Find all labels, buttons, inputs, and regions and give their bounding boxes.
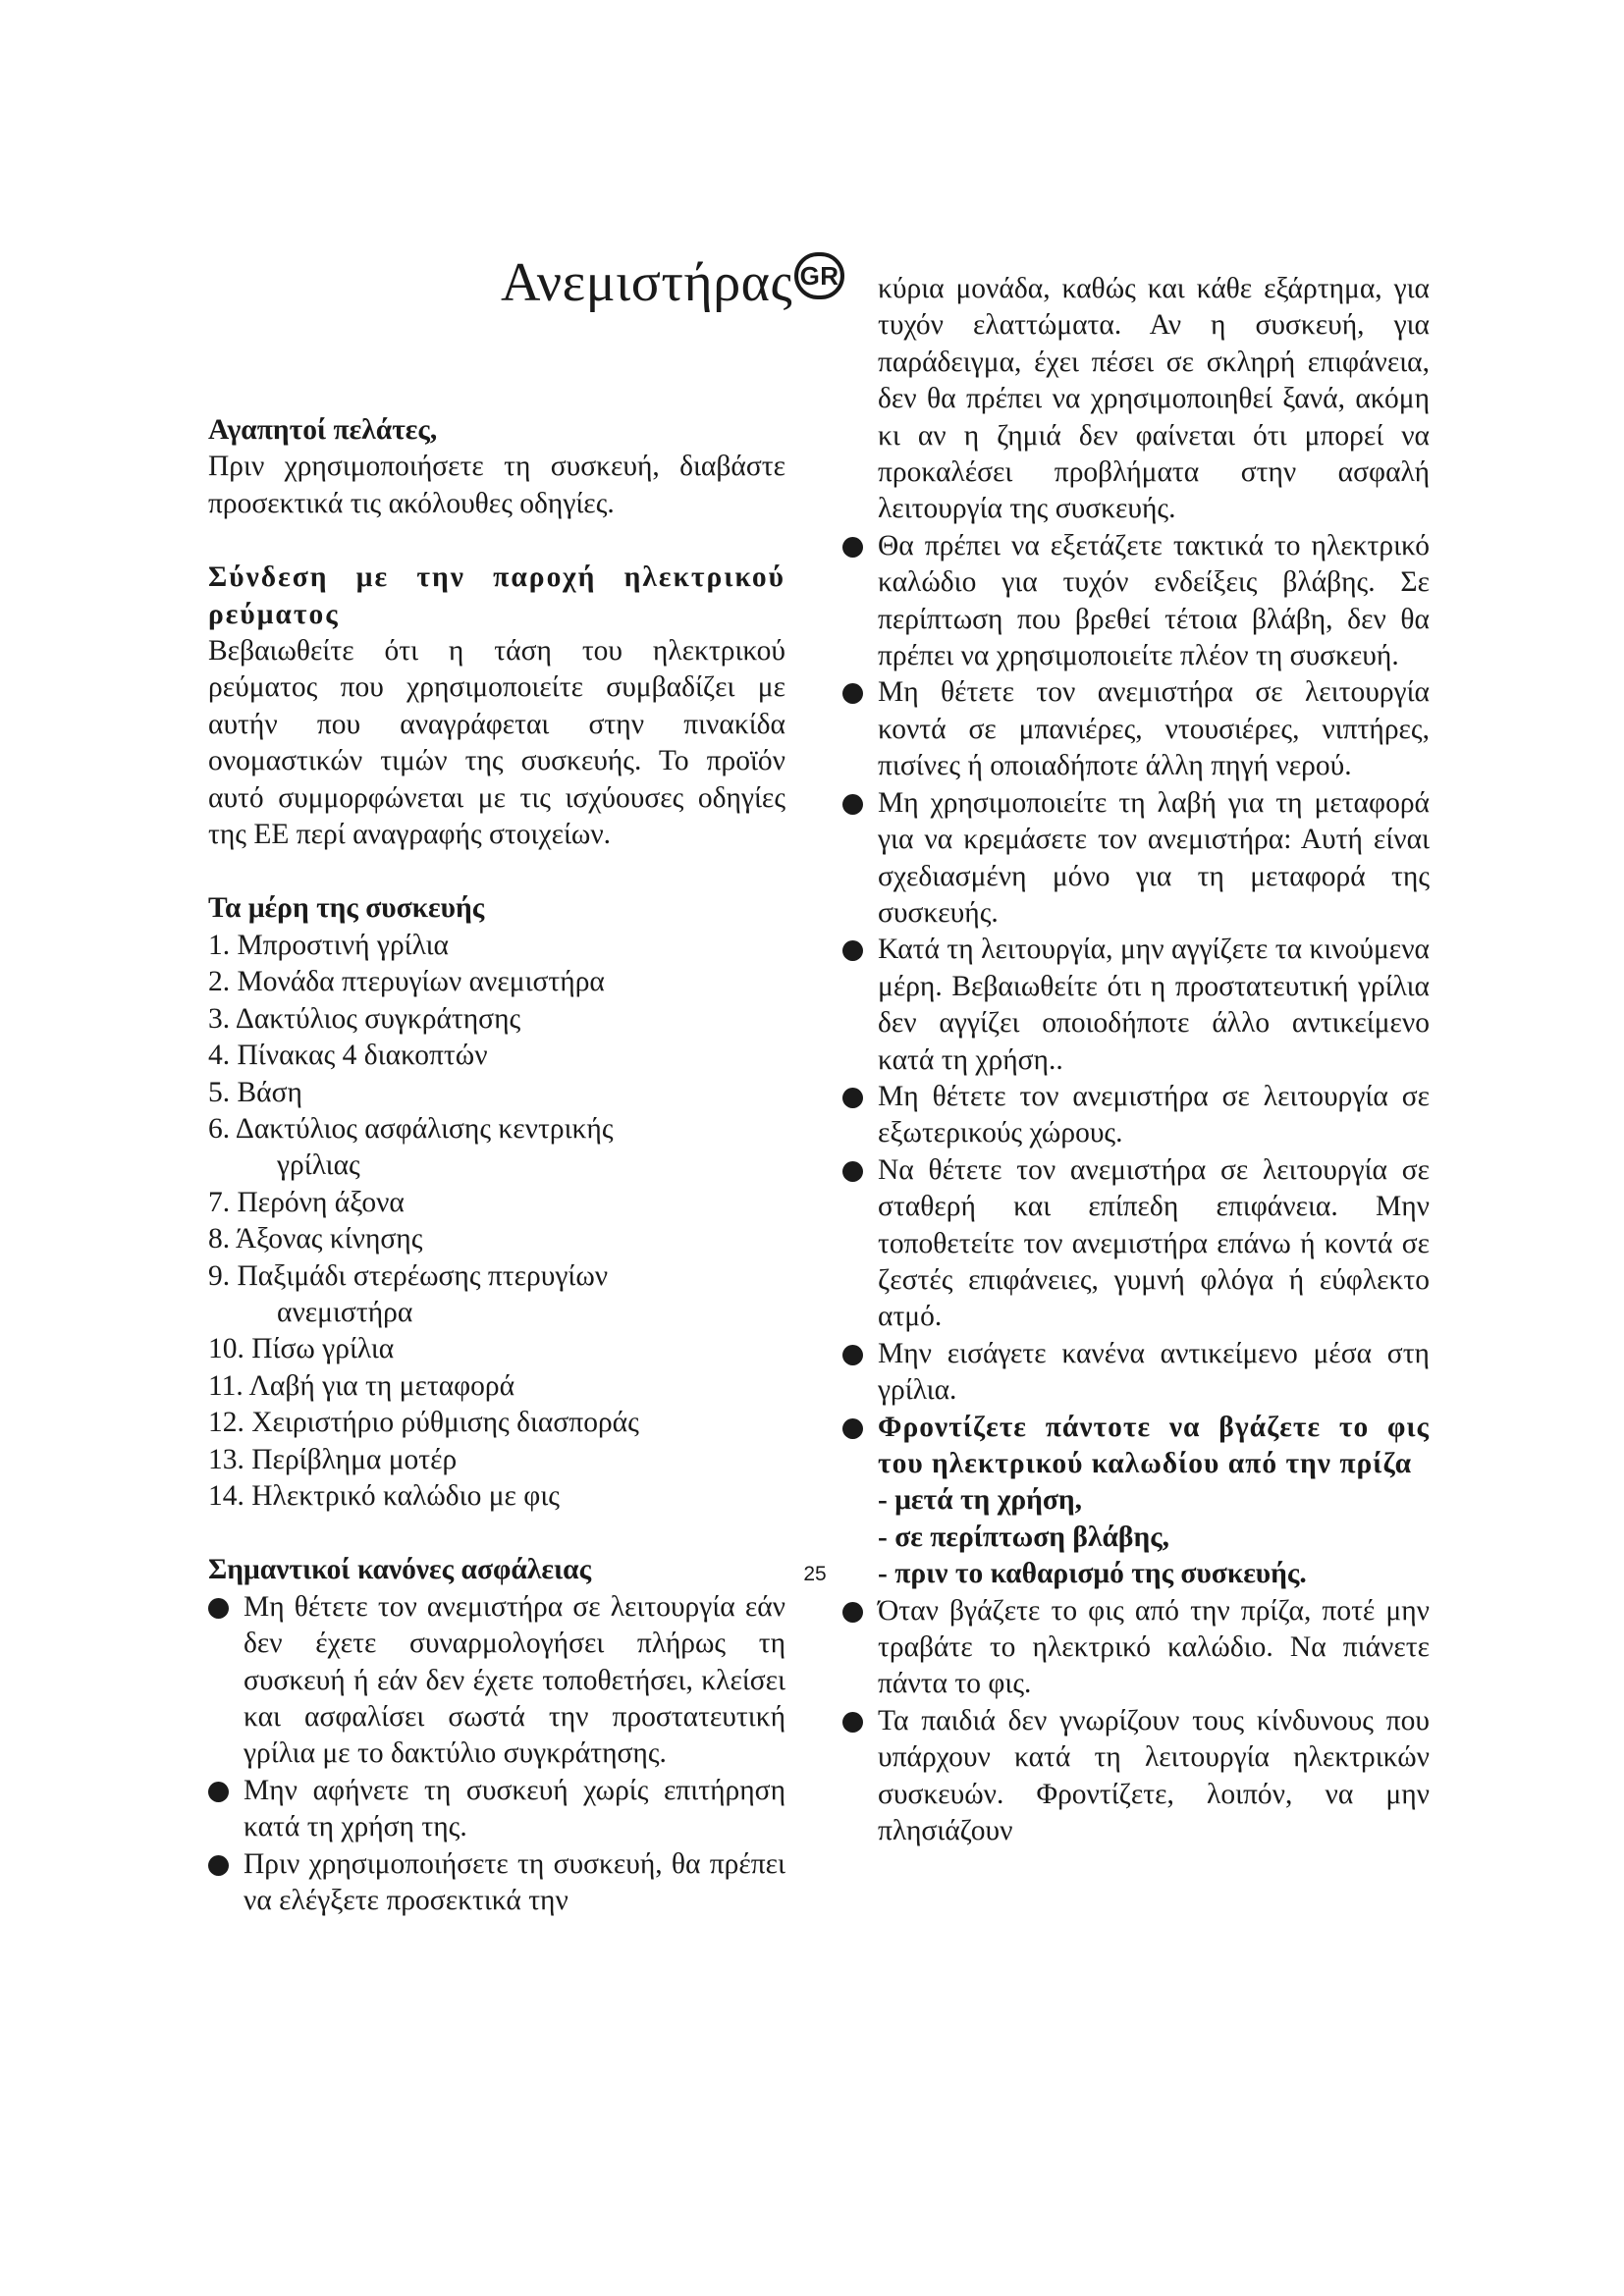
page-title-text: Ανεμιστήρας (501, 252, 793, 313)
bullet-text: Μην εισάγετε κανένα αντικείμενο μέσα στη γρίλια. (878, 1337, 1430, 1407)
list-item: 11. Λαβή για τη μεταφορά (208, 1369, 515, 1402)
list-item: - μετά τη χρήση, (878, 1484, 1083, 1517)
bullet-text: Πριν χρησιμοποιήσετε τη συσκευή, θα πρέπει να ελέγξετε προσεκτικά την (244, 1847, 785, 1917)
list-item-continuation: ανεμιστήρα (277, 1296, 413, 1328)
list-item-continuation: γρίλιας (277, 1149, 360, 1182)
list-item: 3. Δακτύλιος συγκράτησης (208, 1002, 521, 1035)
list-item: 6. Δακτύλιος ασφάλισης κεντρικής (208, 1112, 614, 1145)
parts-heading: Τα μέρη της συσκευής (208, 892, 485, 925)
list-item (842, 1079, 1430, 1152)
left-column (208, 0, 785, 1919)
safety-heading: Σημαντικοί κανόνες ασφάλειας (208, 1554, 592, 1586)
bullet-icon (842, 1088, 863, 1108)
bullet-icon (842, 940, 863, 961)
connection-heading: Σύνδεση με την παροχή ηλεκτρικού ρεύματος (208, 561, 785, 630)
bullet-text: Να θέτετε τον ανεμιστήρα σε λειτουργία σε σταθερή και επίπεδη επιφάνεια. Μην τοποθετείτε τον ανεμιστήρα επάνω ή κοντά σε ζεστές επιφάνειες, γυμνή φλόγα ή εύφλεκτο ατμό. (878, 1153, 1430, 1333)
bullet-icon (842, 1602, 863, 1623)
bullet-icon (842, 794, 863, 815)
greeting-text: Πριν χρησιμοποιήσετε τη συσκευή, διαβάστε προσεκτικά τις ακόλουθες οδηγίες. (208, 451, 785, 519)
list-item: 13. Περίβλημα μοτέρ (208, 1443, 458, 1475)
bullet-text: Θα πρέπει να εξετάζετε τακτικά το ηλεκτρικό καλώδιο για τυχόν ενδείξεις βλάβης. Σε περίπτωση που βρεθεί τέτοια βλάβη, δεν θα πρέπει να χρησιμοποιείτε πλέον τη συσκευή. (878, 529, 1430, 672)
list-item: 14. Ηλεκτρικό καλώδιο με φις (208, 1479, 560, 1512)
list-item: 10. Πίσω γρίλια (208, 1333, 395, 1365)
list-item: - πριν το καθαρισμό της συσκευής. (878, 1558, 1307, 1590)
list-item (842, 674, 1430, 784)
bullet-text: Τα παιδιά δεν γνωρίζουν τους κίνδυνους που υπάρχουν κατά τη λειτουργία ηλεκτρικών συσκευών. Φροντίζετε, λοιπόν, να μην πλησιάζουν (878, 1704, 1430, 1847)
bullet-icon (842, 1161, 863, 1182)
list-item: - σε περίπτωση βλάβης, (878, 1521, 1170, 1553)
bullet-text: Κατά τη λειτουργία, μην αγγίζετε τα κινούμενα μέρη. Βεβαιωθείτε ότι η προστατευτική γρίλια δεν αγγίζει οποιοδήποτε άλλο αντικείμενο κατά τη χρήση.. (878, 934, 1430, 1076)
list-item (842, 1152, 1430, 1336)
bullet-text: Μη θέτετε τον ανεμιστήρα σε λειτουργία σε εξωτερικούς χώρους. (878, 1080, 1430, 1149)
list-item (842, 1336, 1430, 1410)
list-item (208, 1773, 785, 1846)
list-item (842, 1410, 1430, 1593)
list-item (842, 1703, 1430, 1850)
bullet-text: Όταν βγάζετε το φις από την πρίζα, ποτέ μην τραβάτε το ηλεκτρικό καλώδιο. Να πιάνετε πάντα το φις. (878, 1594, 1430, 1700)
list-item: 8. Άξονας κίνησης (208, 1223, 423, 1255)
unplug-cases (878, 1482, 1430, 1592)
page-number: 25 (803, 1563, 827, 1585)
list-item (842, 932, 1430, 1079)
list-item: 5. Βάση (208, 1076, 302, 1108)
bullet-text: Μη χρησιμοποιείτε τη λαβή για τη μεταφορά για να κρεμάσετε τον ανεμιστήρα: Αυτή είναι σχεδιασμένη μόνο για τη μεταφορά της συσκευής. (878, 786, 1430, 929)
list-item: 2. Μονάδα πτερυγίων ανεμιστήρα (208, 966, 605, 998)
list-item: 4. Πίνακας 4 διακοπτών (208, 1040, 488, 1072)
bullet-text: Μη θέτετε τον ανεμιστήρα σε λειτουργία εάν δεν έχετε συναρμολογήσει πλήρως τη συσκευή ή εάν δεν έχετε τοποθετήσει, κλείσει και ασφαλίσει σωστά την προστατευτική γρίλια με το δακτύλιο συγκράτησης. (244, 1590, 785, 1770)
bullet-icon (208, 1782, 229, 1802)
list-item (208, 1295, 785, 1331)
bullet-icon (208, 1855, 229, 1876)
bullet-icon (842, 1418, 863, 1439)
list-item: 12. Χειριστήριο ρύθμισης διασποράς (208, 1407, 639, 1439)
list-item (842, 1593, 1430, 1703)
bullet-icon (208, 1598, 229, 1619)
list-item (208, 1589, 785, 1773)
bullet-icon (842, 1712, 863, 1733)
connection-text: Βεβαιωθείτε ότι η τάση του ηλεκτρικού ρεύματος που χρησιμοποιείτε συμβαδίζει με αυτήν που αναγράφεται στην πινακίδα ονομαστικών τιμών της συσκευής. Το προϊόν αυτό συμμορφώνεται με τις ισχύουσες οδηγίες της ΕΕ περί αναγραφής στοιχείων. (208, 635, 785, 851)
safety-continuation: κύρια μονάδα, καθώς και κάθε εξάρτημα, για τυχόν ελαττώματα. Αν η συσκευή, για παράδειγμα, έχει πέσει σε σκληρή επιφάνεια, δεν θα πρέπει να χρησιμοποιηθεί ξανά, ακόμη κι αν η ζημιά δεν φαίνεται ότι μπορεί να προκαλέσει προβλήματα στην ασφαλή λειτουργία της συσκευής. (878, 273, 1430, 525)
list-item (208, 1846, 785, 1920)
country-badge: GR (794, 252, 844, 299)
bullet-icon (842, 537, 863, 558)
bullet-text: Μη θέτετε τον ανεμιστήρα σε λειτουργία κοντά σε μπανιέρες, ντουσιέρες, νιπτήρες, πισίνες ή οποιαδήποτε άλλη πηγή νερού. (878, 676, 1430, 782)
list-item: 7. Περόνη άξονα (208, 1186, 405, 1218)
list-item (208, 1148, 785, 1184)
bullet-icon (842, 683, 863, 704)
right-column (842, 0, 1430, 1849)
unplug-warning: Φροντίζετε πάντοτε να βγάζετε το φις του ηλεκτρικού καλωδίου από την πρίζα (878, 1411, 1430, 1479)
safety-bullets-left (208, 1589, 785, 1920)
list-item (842, 528, 1430, 675)
list-item (842, 785, 1430, 933)
greeting-heading: Αγαπητοί πελάτες, (208, 414, 438, 446)
list-item: 9. Παξιμάδι στερέωσης πτερυγίων (208, 1259, 609, 1292)
list-item: 1. Μπροστινή γρίλια (208, 929, 449, 961)
bullet-icon (842, 1345, 863, 1365)
parts-list (208, 928, 785, 1516)
bullet-text: Μην αφήνετε τη συσκευή χωρίς επιτήρηση κατά τη χρήση της. (244, 1774, 785, 1843)
safety-bullets-right (842, 528, 1430, 1850)
